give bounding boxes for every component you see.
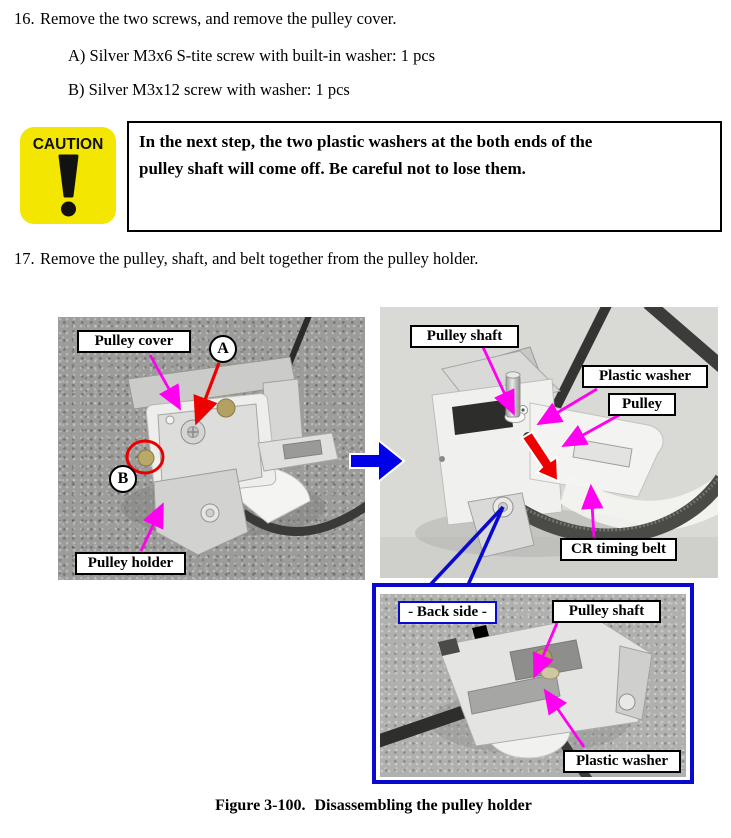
right-tab	[616, 646, 652, 720]
step-16-number: 16.	[14, 9, 35, 28]
step-16	[14, 8, 396, 30]
caution-text-box	[127, 121, 722, 232]
caution-exclamation-icon	[20, 154, 116, 220]
caution-icon-label: CAUTION	[32, 136, 104, 153]
label-pulley-shaft: Pulley shaft	[410, 325, 519, 348]
figure-caption-number: Figure 3-100.	[215, 797, 306, 814]
caution-text-line1: In the next step, the two plastic washers at the both ends of the	[139, 132, 593, 151]
caution-text-line2: pulley shaft will come off. Be careful not to lose them.	[139, 159, 526, 178]
figure-3-100	[0, 300, 731, 805]
pulley-shaft-part	[506, 375, 520, 417]
holder-screw-head	[206, 509, 214, 517]
screw-b	[138, 450, 154, 466]
label-pulley: Pulley	[608, 393, 676, 416]
belt-to-pulley	[556, 307, 608, 407]
hole-small-center	[521, 408, 524, 411]
cover-hole	[166, 416, 174, 424]
step-17-number: 17.	[14, 249, 35, 268]
label-back-side: - Back side -	[398, 601, 497, 624]
step-17-text: Remove the pulley, shaft, and belt together from the pulley holder.	[40, 249, 479, 268]
label-pulley-shaft-back: Pulley shaft	[552, 600, 661, 623]
blue-transition-arrow-icon	[348, 435, 408, 487]
figure-caption-title: Disassembling the pulley holder	[314, 797, 532, 814]
gold-screw-top	[217, 399, 235, 417]
badge-a: A	[209, 335, 237, 363]
badge-b: B	[109, 465, 137, 493]
label-cr-timing-belt: CR timing belt	[560, 538, 677, 561]
pulley-shaft-top	[506, 372, 520, 378]
screw	[619, 694, 635, 710]
figure-caption	[0, 797, 731, 815]
label-pulley-cover: Pulley cover	[77, 330, 191, 353]
back-screw-head	[499, 503, 508, 512]
step-17	[14, 248, 478, 270]
hole-left	[439, 456, 445, 462]
pulley-shaft-end	[534, 649, 552, 667]
label-plastic-washer-back: Plastic washer	[563, 750, 681, 773]
step-16-item-a: A) Silver M3x6 S-tite screw with built-in washer: 1 pcs	[68, 46, 436, 65]
step-16-item-b: B) Silver M3x12 screw with washer: 1 pcs	[68, 80, 350, 99]
step-16-text: Remove the two screws, and remove the pulley cover.	[40, 9, 397, 28]
label-plastic-washer: Plastic washer	[582, 365, 708, 388]
label-pulley-holder: Pulley holder	[75, 552, 186, 575]
belt-top-right	[648, 307, 718, 367]
caution-icon	[20, 127, 116, 224]
plastic-washer-part	[541, 667, 559, 679]
